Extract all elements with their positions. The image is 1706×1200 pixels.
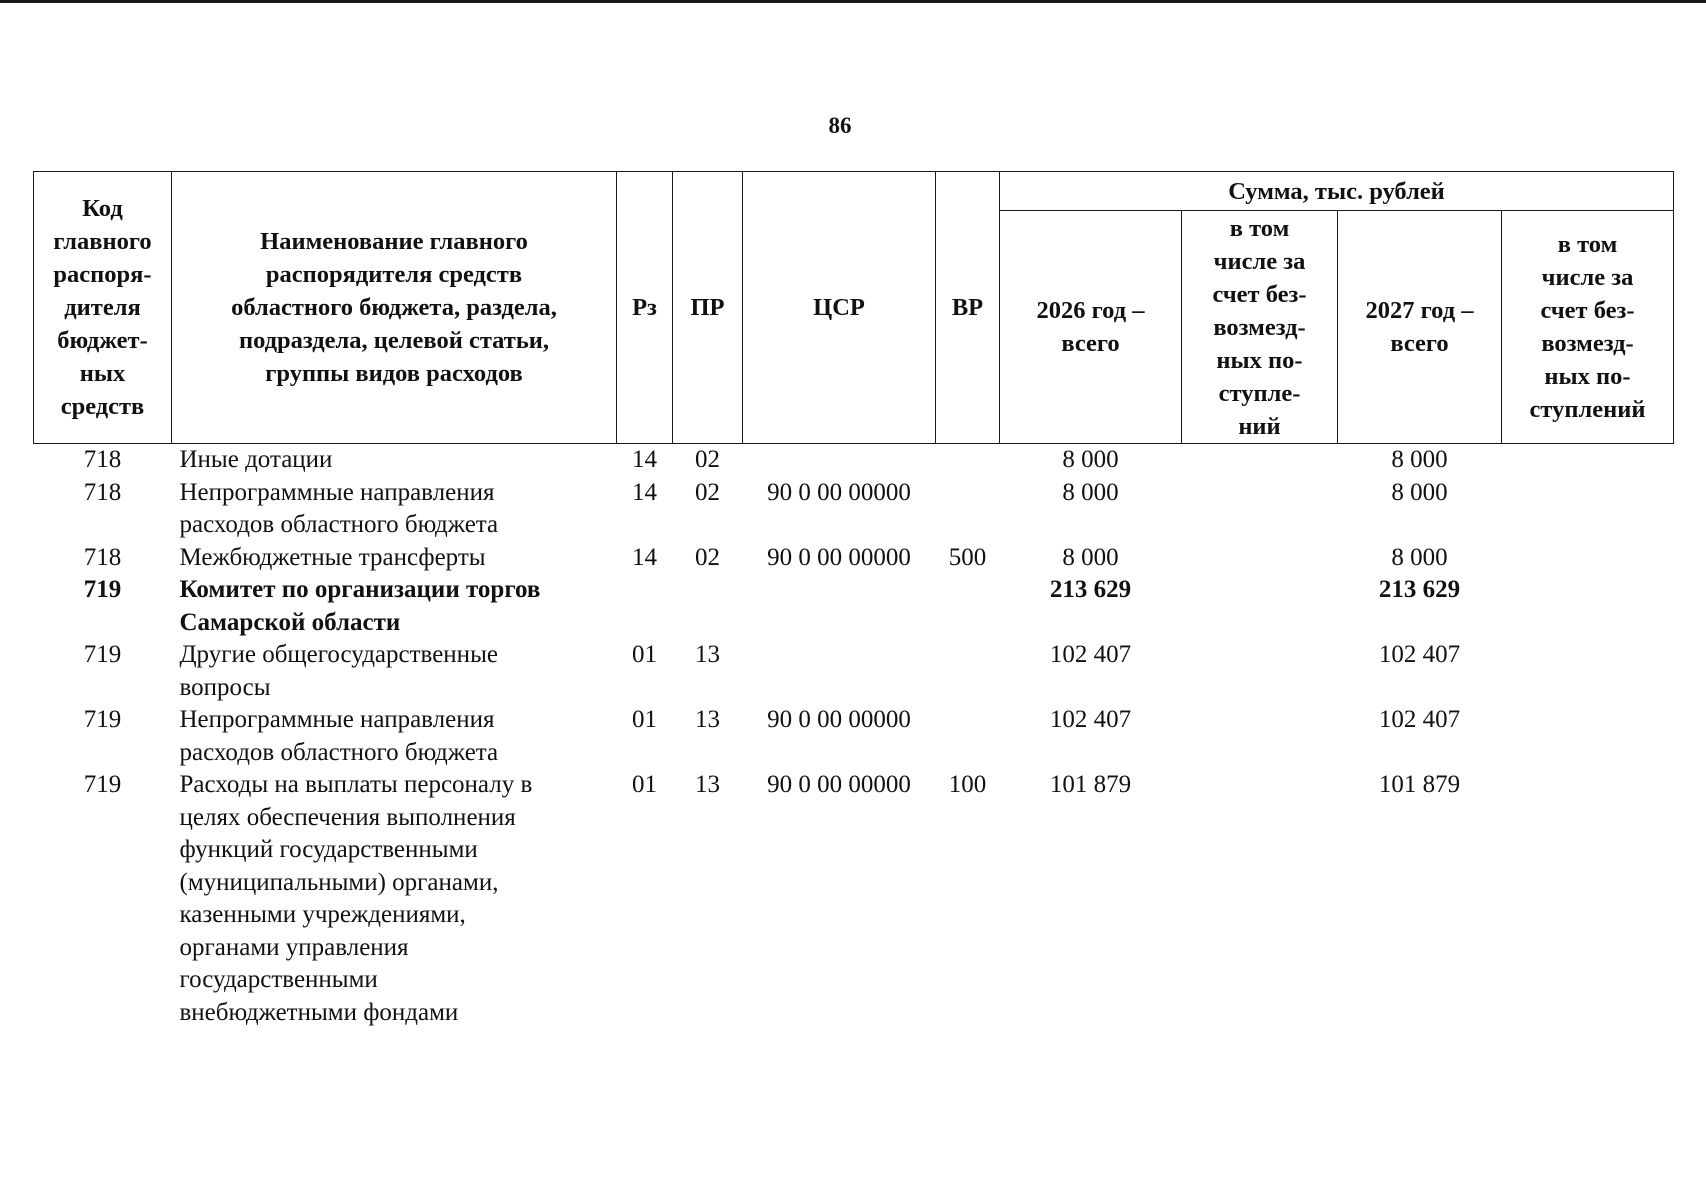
cell-name bbox=[172, 769, 617, 1029]
cell-2026-free bbox=[1182, 444, 1338, 477]
header-2027-free-line: в том bbox=[1557, 231, 1618, 258]
header-code-line: бюджет- bbox=[57, 327, 148, 354]
cell-code: 719 bbox=[83, 576, 122, 603]
header-2026-free-line: ных по- bbox=[1216, 346, 1303, 374]
header-2027-total-line: всего bbox=[1390, 330, 1449, 357]
cell-2027-free bbox=[1502, 477, 1674, 542]
cell-2026-total: 102 407 bbox=[1049, 641, 1132, 668]
header-2027-free-line: счет без- bbox=[1540, 297, 1635, 324]
cell-name-line: расходов областного бюджета bbox=[179, 738, 499, 766]
cell-rz bbox=[617, 574, 673, 639]
page-number: 86 bbox=[828, 113, 852, 138]
header-2027-free-line: ступлений bbox=[1529, 396, 1646, 423]
cell-2026-total: 213 629 bbox=[1049, 576, 1132, 603]
cell-rz: 01 bbox=[632, 706, 657, 733]
cell-csr bbox=[743, 574, 936, 639]
cell-2026-total: 101 879 bbox=[1049, 771, 1132, 798]
cell-2027-total: 102 407 bbox=[1378, 641, 1461, 668]
cell-rz: 14 bbox=[632, 478, 657, 506]
top-rule bbox=[0, 0, 1706, 3]
table-row bbox=[34, 704, 1674, 769]
cell-rz: 14 bbox=[632, 446, 657, 473]
header-name-line: областного бюджета, раздела, bbox=[231, 294, 557, 321]
cell-2027-free bbox=[1502, 444, 1674, 477]
cell-2027-total: 8 000 bbox=[1391, 446, 1448, 473]
cell-name bbox=[172, 444, 617, 477]
cell-name-line: Расходы на выплаты персоналу в bbox=[179, 771, 533, 798]
header-2026-total-line: 2026 год – bbox=[1036, 297, 1145, 324]
header-rz: Рз bbox=[617, 172, 673, 444]
header-name-line: Наименование главного bbox=[260, 228, 528, 255]
header-2026-free-line: возмезд- bbox=[1213, 313, 1306, 341]
cell-2027-free bbox=[1502, 704, 1674, 769]
cell-rz: 01 bbox=[632, 641, 657, 668]
cell-csr bbox=[743, 639, 936, 704]
table-row bbox=[34, 769, 1674, 1029]
cell-2027-free bbox=[1502, 769, 1674, 1029]
cell-name-line: Непрограммные направления bbox=[179, 478, 495, 506]
cell-pr: 13 bbox=[695, 641, 720, 668]
cell-code: 719 bbox=[83, 771, 122, 798]
header-2027-total-line: 2027 год – bbox=[1365, 297, 1474, 324]
cell-2026-free bbox=[1182, 769, 1338, 1029]
cell-name-line: Самарской области bbox=[179, 608, 401, 636]
cell-rz: 01 bbox=[632, 771, 657, 798]
cell-2027-free bbox=[1502, 542, 1674, 575]
header-2026-free-line: числе за bbox=[1213, 247, 1306, 275]
cell-csr: 90 0 00 00000 bbox=[767, 543, 911, 571]
cell-name-line: расходов областного бюджета bbox=[179, 511, 499, 538]
cell-name bbox=[172, 704, 617, 769]
header-vr: ВР bbox=[936, 172, 1000, 444]
cell-name bbox=[172, 574, 617, 639]
header-2026-total-line: всего bbox=[1061, 330, 1120, 357]
cell-name bbox=[172, 542, 617, 575]
cell-name-line: Непрограммные направления bbox=[179, 706, 495, 733]
cell-vr bbox=[936, 477, 1000, 542]
cell-2026-free bbox=[1182, 704, 1338, 769]
cell-2027-total: 8 000 bbox=[1391, 543, 1448, 571]
header-code bbox=[34, 172, 172, 444]
cell-rz: 14 bbox=[632, 543, 657, 571]
cell-vr bbox=[936, 704, 1000, 769]
header-name bbox=[172, 172, 617, 444]
cell-name-line: Иные дотации bbox=[179, 446, 333, 473]
cell-name-line: органами управления bbox=[179, 933, 409, 961]
header-2026-free-line: счет без- bbox=[1212, 280, 1307, 308]
header-2027-free-line: возмезд- bbox=[1541, 330, 1634, 357]
table-row bbox=[34, 639, 1674, 704]
cell-pr: 02 bbox=[695, 478, 720, 506]
header-csr: ЦСР bbox=[743, 172, 936, 444]
cell-name-line: Другие общегосударственные bbox=[179, 641, 498, 668]
cell-2027-free bbox=[1502, 639, 1674, 704]
cell-code: 719 bbox=[83, 706, 122, 733]
cell-code: 719 bbox=[83, 641, 122, 668]
cell-name-line: (муниципальными) органами, bbox=[179, 868, 499, 896]
cell-vr: 100 bbox=[948, 771, 987, 798]
header-2026-total bbox=[1000, 211, 1182, 444]
header-name-line: распорядителя средств bbox=[265, 261, 523, 288]
table-row bbox=[34, 542, 1674, 575]
header-2026-free-line: ступле- bbox=[1218, 379, 1301, 407]
cell-2026-total: 8 000 bbox=[1062, 446, 1119, 473]
cell-2026-total: 102 407 bbox=[1049, 706, 1132, 733]
cell-name-line: вопросы bbox=[179, 673, 271, 701]
cell-vr bbox=[936, 639, 1000, 704]
header-code-line: распоря- bbox=[53, 261, 152, 288]
header-code-line: ных bbox=[79, 360, 126, 387]
cell-csr bbox=[743, 444, 936, 477]
cell-2026-free bbox=[1182, 639, 1338, 704]
header-code-line: дителя bbox=[64, 294, 141, 321]
header-pr: ПР bbox=[673, 172, 743, 444]
cell-code: 718 bbox=[83, 543, 122, 571]
cell-vr: 500 bbox=[948, 543, 987, 571]
table-row bbox=[34, 574, 1674, 639]
cell-pr: 02 bbox=[695, 446, 720, 473]
header-code-line: средств bbox=[60, 393, 145, 420]
cell-name-line: целях обеспечения выполнения bbox=[179, 803, 516, 831]
header-code-line: главного bbox=[53, 228, 152, 255]
header-2026-free bbox=[1182, 211, 1338, 444]
cell-2027-free bbox=[1502, 574, 1674, 639]
cell-2027-total: 8 000 bbox=[1391, 478, 1448, 506]
cell-pr: 13 bbox=[695, 706, 720, 733]
header-2027-free bbox=[1502, 211, 1674, 444]
table-row bbox=[34, 477, 1674, 542]
header-2027-total bbox=[1338, 211, 1502, 444]
cell-pr: 13 bbox=[695, 771, 720, 798]
cell-2026-total: 8 000 bbox=[1062, 543, 1119, 571]
cell-2026-free bbox=[1182, 477, 1338, 542]
budget-table bbox=[33, 171, 1674, 1029]
cell-name bbox=[172, 477, 617, 542]
cell-2026-total: 8 000 bbox=[1062, 478, 1119, 506]
header-name-line: подраздела, целевой статьи, bbox=[238, 327, 550, 354]
cell-2026-free bbox=[1182, 542, 1338, 575]
cell-name-line: Межбюджетные трансферты bbox=[179, 543, 486, 571]
header-2026-free-line: ний bbox=[1238, 412, 1281, 440]
header-name-line: группы видов расходов bbox=[265, 360, 523, 387]
table-row bbox=[34, 444, 1674, 477]
cell-name-line: Комитет по организации торгов bbox=[179, 576, 541, 603]
cell-csr: 90 0 00 00000 bbox=[767, 771, 911, 798]
header-code-line: Код bbox=[82, 195, 123, 222]
cell-csr: 90 0 00 00000 bbox=[767, 478, 911, 506]
cell-vr bbox=[936, 574, 1000, 639]
cell-pr: 02 bbox=[695, 543, 720, 571]
cell-csr: 90 0 00 00000 bbox=[767, 706, 911, 733]
cell-2026-free bbox=[1182, 574, 1338, 639]
header-sum: Сумма, тыс. рублей bbox=[1000, 172, 1674, 211]
table-body bbox=[34, 444, 1674, 1030]
cell-2027-total: 213 629 bbox=[1378, 576, 1461, 603]
cell-vr bbox=[936, 444, 1000, 477]
cell-name-line: казенными учреждениями, bbox=[179, 901, 466, 928]
cell-name bbox=[172, 639, 617, 704]
table-header bbox=[34, 172, 1674, 444]
cell-name-line: государственными bbox=[179, 966, 378, 993]
header-2026-free-line: в том bbox=[1229, 214, 1290, 242]
header-2027-free-line: ных по- bbox=[1544, 363, 1631, 390]
cell-name-line: внебюджетными фондами bbox=[179, 998, 459, 1026]
cell-2027-total: 101 879 bbox=[1378, 771, 1461, 798]
header-2027-free-line: числе за bbox=[1541, 264, 1634, 291]
cell-name-line: функций государственными bbox=[179, 836, 478, 863]
cell-pr bbox=[673, 574, 743, 639]
cell-code: 718 bbox=[83, 446, 122, 473]
cell-2027-total: 102 407 bbox=[1378, 706, 1461, 733]
cell-code: 718 bbox=[83, 478, 122, 506]
